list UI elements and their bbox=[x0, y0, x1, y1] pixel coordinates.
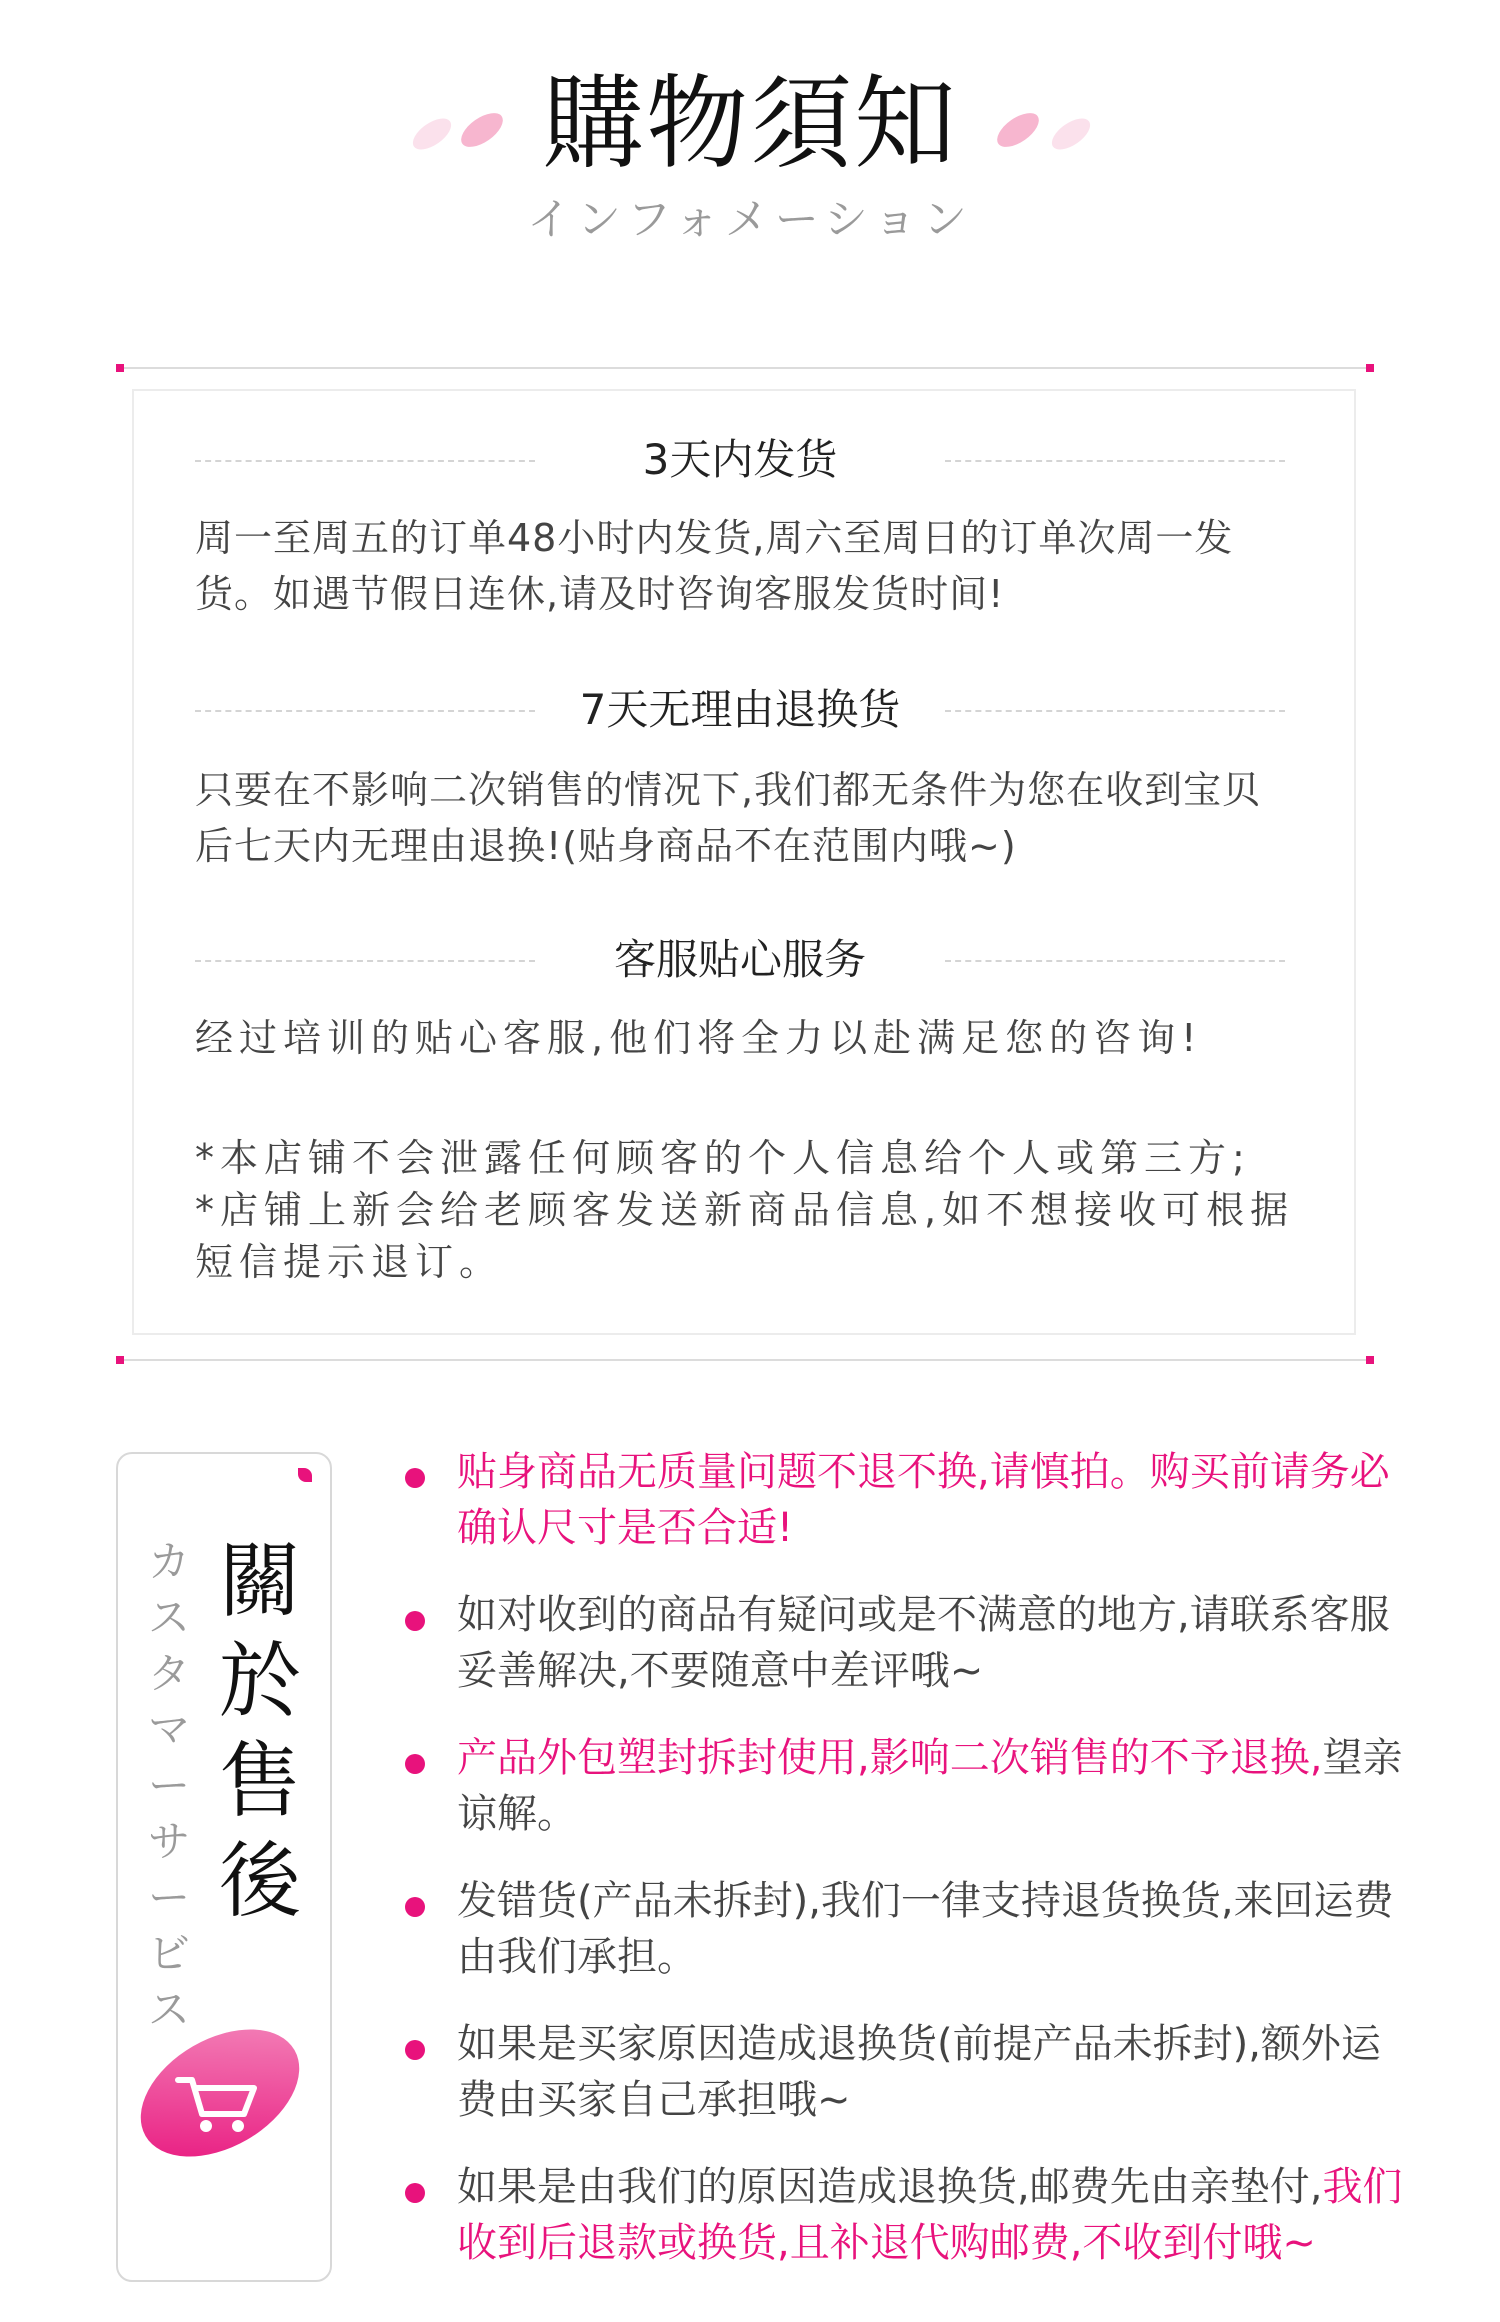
bullet bbox=[405, 1468, 425, 1488]
bullet bbox=[405, 1754, 425, 1774]
note-text: 贴身商品无质量问题不退不换,请慎拍。购买前请务必确认尺寸是否合适! bbox=[457, 1449, 1390, 1551]
corner-marker bbox=[1366, 364, 1374, 372]
corner-marker bbox=[116, 1356, 124, 1364]
section-heading-text: 3天内发货 bbox=[642, 435, 838, 484]
section-heading-returns bbox=[195, 680, 1285, 740]
note-text-tail: 望亲谅解。 bbox=[457, 1735, 1403, 1837]
section-heading-service bbox=[195, 930, 1285, 990]
note-text-highlight: 产品外包塑封拆封使用,影响二次销售的不予退换, bbox=[457, 1735, 1323, 1781]
note-text: 如果是买家原因造成退换货(前提产品未拆封),额外运费由买家自己承担哦~ bbox=[457, 2021, 1381, 2123]
bullet bbox=[405, 1897, 425, 1917]
page-title: 購物須知 bbox=[542, 65, 958, 184]
section-text-service: 经过培训的贴心客服,他们将全力以赴满足您的咨询! bbox=[195, 1016, 1203, 1060]
side-label-katakana: カ ス タ マ ー サ ー ビ ス bbox=[147, 1537, 190, 2034]
section-text-shipping: 周一至周五的订单48小时内发货,周六至周日的订单次周一发货。如遇节假日连休,请及时咨询客服发货时间! bbox=[195, 516, 1234, 616]
note-text: 发错货(产品未拆封),我们一律支持退货换货,来回运费由我们承担。 bbox=[457, 1878, 1394, 1980]
accent-dot bbox=[298, 1468, 312, 1482]
after-sales-card bbox=[116, 1452, 332, 2282]
section-heading-text: 客服贴心服务 bbox=[613, 935, 866, 984]
petal-decoration-right bbox=[983, 100, 1103, 160]
side-label-title: 關 於 售 後 bbox=[218, 1534, 301, 1929]
page-subtitle: インフォメーション bbox=[526, 194, 974, 245]
corner-marker bbox=[116, 364, 124, 372]
note-text bbox=[457, 2159, 1417, 2271]
corner-marker bbox=[1366, 1356, 1374, 1364]
bullet bbox=[405, 1611, 425, 1631]
note-text-head: 如果是由我们的原因造成退换货,邮费先由亲垫付, bbox=[457, 2164, 1323, 2210]
bullet bbox=[405, 2183, 425, 2203]
section-heading-text: 7天无理由退换货 bbox=[579, 685, 901, 734]
bullet bbox=[405, 2040, 425, 2060]
page-header bbox=[0, 0, 1500, 300]
section-heading-shipping bbox=[195, 430, 1285, 490]
shopping-cart-icon bbox=[134, 2014, 306, 2172]
section-text-returns: 只要在不影响二次销售的情况下,我们都无条件为您在收到宝贝后七天内无理由退换!(贴身商品不在范围内哦~) bbox=[195, 768, 1262, 868]
privacy-note-1: *本店铺不会泄露任何顾客的个人信息给个人或第三方; bbox=[195, 1136, 1251, 1180]
note-text bbox=[457, 1730, 1417, 1842]
privacy-note-2: *店铺上新会给老顾客发送新商品信息,如不想接收可根据短信提示退订。 bbox=[195, 1188, 1295, 1284]
note-text-highlight: 我们收到后退款或换货,且补退代购邮费,不收到付哦~ bbox=[457, 2164, 1403, 2266]
note-text: 如对收到的商品有疑问或是不满意的地方,请联系客服妥善解决,不要随意中差评哦~ bbox=[457, 1592, 1390, 1694]
